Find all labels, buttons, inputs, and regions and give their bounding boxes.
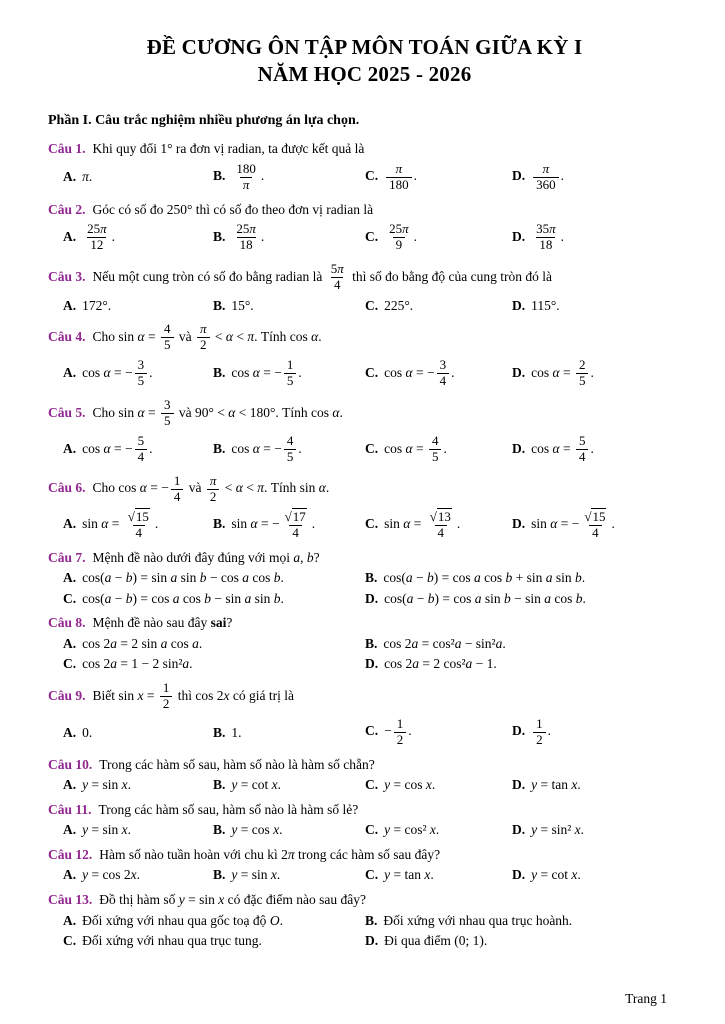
question-8	[48, 614, 681, 673]
option-text: y = cot x.	[231, 777, 281, 793]
option-C	[365, 509, 512, 542]
option-key: B.	[365, 570, 378, 586]
question-3	[48, 261, 681, 314]
options	[63, 866, 681, 884]
option-text: cos α = $\frac{4}{5}$ .	[384, 433, 447, 465]
option-D	[365, 590, 681, 608]
option-key: A.	[63, 364, 77, 380]
question-stem	[48, 201, 681, 219]
question-stem	[48, 549, 681, 567]
option-text: Đi qua điểm (0; 1).	[384, 933, 488, 949]
fraction: $\frac{180}{\pi}$	[236, 160, 256, 192]
option-text: π.	[82, 169, 93, 185]
question-stem-text: Cho sin α = $\frac{3}{5}$ và 90° < α < 180°. Tính cos α.	[92, 397, 343, 429]
fraction: $\frac{4}{5}$	[161, 322, 174, 353]
question-label: Câu 9.	[48, 687, 86, 703]
option-text: $\frac{\pi}{180}$ .	[384, 168, 417, 183]
fraction: $\frac{\pi}{180}$	[386, 162, 412, 193]
option-key: B.	[213, 297, 226, 313]
option-B	[213, 866, 365, 884]
option-key: B.	[213, 440, 226, 456]
sqrt-radical: √15	[584, 508, 606, 524]
option-text: cos 2a = 1 − 2 sin²a.	[82, 656, 193, 672]
question-9	[48, 680, 681, 749]
option-key: D.	[365, 656, 379, 672]
option-C	[63, 655, 365, 673]
option-key: C.	[365, 168, 379, 184]
fraction: $\frac{\pi}{360}$	[533, 162, 559, 193]
question-12	[48, 846, 681, 884]
option-text: Đối xứng với nhau qua trục hoành.	[383, 912, 573, 928]
option-text: sin α = $\frac{√15}{4}$ .	[82, 508, 159, 540]
option-B	[213, 297, 365, 315]
question-label: Câu 11.	[48, 801, 92, 817]
option-key: B.	[213, 822, 226, 838]
option-text: Đối xứng với nhau qua gốc toạ độ O.	[82, 912, 283, 928]
question-stem-text: Đồ thị hàm số y = sin x có đặc điểm nào sau đây?	[99, 892, 366, 908]
option-D	[512, 866, 681, 884]
option-key: C.	[63, 656, 77, 672]
option-C	[365, 221, 512, 254]
option-text: 15°.	[231, 297, 254, 313]
option-text: $\frac{180}{\pi}$ .	[231, 168, 264, 183]
fraction: $\frac{3}{5}$	[161, 398, 174, 429]
question-stem-text: Trong các hàm số sau, hàm số nào là hàm số lẻ?	[98, 801, 359, 817]
fraction: $\frac{1}{5}$	[284, 358, 297, 389]
option-B	[213, 433, 365, 466]
option-text: $\frac{25\pi}{12}$ .	[82, 229, 115, 244]
option-text: 0.	[82, 724, 93, 740]
fraction: $\frac{4}{5}$	[429, 434, 442, 465]
option-B	[213, 776, 365, 794]
question-2	[48, 201, 681, 254]
option-C	[365, 297, 512, 315]
option-B	[213, 821, 365, 839]
question-label: Câu 5.	[48, 404, 86, 420]
option-key: D.	[365, 933, 379, 949]
option-text: cos 2a = 2 sin a cos a.	[82, 635, 203, 651]
question-stem	[48, 614, 681, 632]
option-key: B.	[365, 912, 378, 928]
option-key: B.	[365, 635, 378, 651]
option-key: B.	[213, 516, 226, 532]
option-key: A.	[63, 867, 77, 883]
option-text: cos(a − b) = sin a sin b − cos a cos b.	[82, 570, 284, 586]
option-key: A.	[63, 822, 77, 838]
option-text: y = cos x.	[231, 822, 283, 838]
option-text: y = cot x.	[531, 867, 581, 883]
options	[63, 912, 681, 950]
option-text: cos 2a = 2 cos²a − 1.	[384, 656, 497, 672]
options	[63, 569, 681, 607]
question-stem-text: Cho cos α = − $\frac{1}{4}$ và $\frac{\pi}{2}$ < α < π. Tính sin α.	[92, 472, 330, 504]
option-key: B.	[213, 777, 226, 793]
fraction: $\frac{5}{4}$	[135, 434, 148, 465]
fraction: $\frac{3}{5}$	[135, 358, 148, 389]
option-C	[63, 932, 365, 950]
fraction: $\frac{25\pi}{9}$	[389, 221, 409, 253]
fraction: $\frac{2}{5}$	[576, 358, 589, 389]
option-text: cos α = − $\frac{3}{5}$ .	[82, 357, 153, 389]
option-key: B.	[213, 228, 226, 244]
question-label: Câu 13.	[48, 892, 93, 908]
option-A	[63, 866, 213, 884]
option-key: C.	[365, 364, 379, 380]
option-C	[63, 590, 365, 608]
options	[63, 297, 681, 315]
option-key: C.	[365, 440, 379, 456]
option-key: B.	[213, 168, 226, 184]
option-D	[512, 821, 681, 839]
question-stem-text: Cho sin α = $\frac{4}{5}$ và $\frac{\pi}{2}$ < α < π. Tính cos α.	[92, 321, 322, 353]
option-A	[63, 357, 213, 390]
fraction: $\frac{√15}{4}$	[584, 508, 606, 540]
fraction: $\frac{√17}{4}$	[284, 508, 306, 540]
fraction: $\frac{5\pi}{4}$	[330, 261, 344, 292]
option-text: $\frac{1}{2}$ .	[531, 723, 551, 738]
option-text: y = tan x.	[384, 867, 434, 883]
option-key: A.	[63, 912, 77, 928]
option-A	[63, 821, 213, 839]
option-key: C.	[365, 867, 379, 883]
option-C	[365, 161, 512, 194]
option-key: B.	[213, 724, 226, 740]
option-text: cos α = − $\frac{4}{5}$ .	[231, 433, 302, 465]
option-C	[365, 433, 512, 466]
option-B	[213, 161, 365, 194]
option-A	[63, 724, 213, 742]
question-label: Câu 6.	[48, 480, 86, 496]
option-D	[512, 716, 681, 749]
option-text: cos α = − $\frac{1}{5}$ .	[231, 357, 302, 389]
option-text: 1.	[231, 724, 242, 740]
option-B	[365, 569, 681, 587]
option-A	[63, 297, 213, 315]
page-title-line-2: NĂM HỌC 2025 - 2026	[257, 62, 472, 86]
option-key: A.	[63, 516, 77, 532]
fraction: $\frac{1}{2}$	[160, 681, 173, 712]
option-text: $\frac{35\pi}{18}$ .	[531, 229, 564, 244]
option-D	[512, 776, 681, 794]
question-stem	[48, 801, 681, 819]
option-key: D.	[512, 822, 526, 838]
option-key: D.	[365, 590, 379, 606]
question-10	[48, 756, 681, 794]
option-A	[63, 433, 213, 466]
question-5	[48, 397, 681, 466]
fraction: $\frac{25\pi}{12}$	[87, 221, 107, 253]
option-text: cos α = − $\frac{3}{4}$ .	[384, 357, 455, 389]
option-key: B.	[213, 867, 226, 883]
question-4	[48, 321, 681, 390]
fraction: $\frac{5}{4}$	[576, 434, 589, 465]
option-D	[512, 433, 681, 466]
question-stem-text: Hàm số nào tuần hoàn với chu kì 2π trong các hàm số sau đây?	[99, 846, 441, 862]
option-text: 225°.	[384, 297, 414, 313]
question-label: Câu 3.	[48, 268, 86, 284]
option-key: C.	[365, 723, 379, 739]
question-stem	[48, 473, 681, 506]
option-text: y = cos² x.	[384, 822, 440, 838]
option-A	[63, 635, 365, 653]
question-label: Câu 8.	[48, 615, 86, 631]
question-label: Câu 12.	[48, 846, 93, 862]
option-D	[512, 297, 681, 315]
question-11	[48, 801, 681, 839]
option-A	[63, 509, 213, 542]
option-key: B.	[213, 364, 226, 380]
option-text: − $\frac{1}{2}$ .	[384, 715, 412, 747]
option-text: $\frac{25\pi}{18}$ .	[231, 229, 264, 244]
option-text: y = sin x.	[82, 822, 131, 838]
option-B	[213, 724, 365, 742]
page-title-line-1: ĐỀ CƯƠNG ÔN TẬP MÔN TOÁN GIỮA KỲ I	[146, 35, 583, 59]
option-key: A.	[63, 570, 77, 586]
option-text: sin α = − $\frac{√17}{4}$ .	[231, 508, 316, 540]
option-key: A.	[63, 635, 77, 651]
option-C	[365, 821, 512, 839]
questions	[48, 140, 681, 949]
option-key: D.	[512, 777, 526, 793]
options	[63, 776, 681, 794]
option-A	[63, 221, 213, 254]
question-stem-text: Mệnh đề nào dưới đây đúng với mọi a, b?	[92, 549, 320, 565]
option-text: y = sin x.	[231, 867, 281, 883]
fraction: $\frac{1}{2}$	[394, 717, 407, 748]
option-text: cos(a − b) = cos a cos b + sin a sin b.	[383, 570, 586, 586]
option-key: D.	[512, 228, 526, 244]
fraction: $\frac{4}{5}$	[284, 434, 297, 465]
option-key: D.	[512, 867, 526, 883]
question-stem-text: Góc có số đo 250° thì có số đo theo đơn vị radian là	[92, 201, 374, 217]
fraction: $\frac{1}{2}$	[533, 717, 546, 748]
question-label: Câu 10.	[48, 756, 93, 772]
option-text: y = cos x.	[384, 777, 436, 793]
option-key: D.	[512, 168, 526, 184]
option-text: cos α = − $\frac{5}{4}$ .	[82, 433, 153, 465]
question-label: Câu 1.	[48, 141, 86, 157]
question-stem	[48, 261, 681, 294]
question-1	[48, 140, 681, 193]
option-key: A.	[63, 440, 77, 456]
question-7	[48, 549, 681, 608]
option-text: $\frac{\pi}{360}$ .	[531, 168, 564, 183]
option-text: cos(a − b) = cos a sin b − sin a cos b.	[384, 590, 586, 606]
fraction: $\frac{3}{4}$	[437, 358, 450, 389]
option-key: A.	[63, 228, 77, 244]
option-key: C.	[63, 933, 77, 949]
question-label: Câu 7.	[48, 549, 86, 565]
option-key: C.	[365, 777, 379, 793]
fraction: $\frac{\pi}{2}$	[207, 474, 220, 505]
option-key: C.	[365, 228, 379, 244]
option-key: D.	[512, 723, 526, 739]
sqrt-radical: √13	[429, 508, 451, 524]
options	[63, 635, 681, 673]
option-key: D.	[512, 364, 526, 380]
question-stem	[48, 756, 681, 774]
question-label: Câu 4.	[48, 328, 86, 344]
option-key: C.	[365, 516, 379, 532]
option-C	[365, 776, 512, 794]
option-A	[63, 569, 365, 587]
option-text: sin α = − $\frac{√15}{4}$ .	[531, 508, 615, 540]
section-heading: Phần I. Câu trắc nghiệm nhiều phương án lựa chọn.	[48, 113, 360, 128]
question-stem-text: Trong các hàm số sau, hàm số nào là hàm số chẵn?	[99, 756, 375, 772]
option-text: sin α = $\frac{√13}{4}$ .	[384, 508, 461, 540]
option-key: C.	[365, 297, 379, 313]
question-stem	[48, 846, 681, 864]
question-stem	[48, 321, 681, 354]
option-key: C.	[365, 822, 379, 838]
options	[63, 161, 681, 194]
option-key: A.	[63, 724, 77, 740]
option-key: C.	[63, 590, 77, 606]
question-stem	[48, 397, 681, 430]
option-C	[365, 357, 512, 390]
fraction: $\frac{1}{4}$	[171, 474, 184, 505]
option-text: y = sin x.	[82, 777, 131, 793]
options	[63, 221, 681, 254]
option-text: cos α = $\frac{5}{4}$ .	[531, 433, 594, 465]
fraction: $\frac{\pi}{2}$	[197, 322, 210, 353]
option-text: cos(a − b) = cos a cos b − sin a sin b.	[82, 590, 284, 606]
sqrt-radical: √17	[284, 508, 306, 524]
option-text: Đối xứng với nhau qua trục tung.	[82, 933, 262, 949]
option-key: A.	[63, 777, 77, 793]
fraction: $\frac{25\pi}{18}$	[236, 221, 256, 253]
question-stem	[48, 891, 681, 909]
options	[63, 716, 681, 749]
option-A	[63, 168, 213, 186]
option-D	[365, 655, 681, 673]
option-text: y = tan x.	[531, 777, 581, 793]
option-B	[365, 635, 681, 653]
option-key: A.	[63, 169, 77, 185]
sqrt-radical: √15	[127, 508, 149, 524]
option-D	[365, 932, 681, 950]
question-stem-text: Nếu một cung tròn có số đo bằng radian là $\frac{5\pi}{4}$ thì số đo bằng độ của cung tròn đó là	[92, 261, 552, 292]
fraction: $\frac{√13}{4}$	[429, 508, 451, 540]
question-stem	[48, 140, 681, 158]
option-text: 115°.	[531, 297, 560, 313]
options	[63, 821, 681, 839]
option-B	[365, 912, 681, 930]
option-key: D.	[512, 297, 526, 313]
option-C	[365, 716, 512, 749]
option-text: $\frac{25\pi}{9}$ .	[384, 229, 417, 244]
question-6	[48, 473, 681, 542]
option-text: cos 2a = cos²a − sin²a.	[383, 635, 506, 651]
option-text: y = cos 2x.	[82, 867, 140, 883]
question-label: Câu 2.	[48, 201, 86, 217]
option-A	[63, 776, 213, 794]
option-text: cos α = $\frac{2}{5}$ .	[531, 357, 594, 389]
option-text: y = sin² x.	[531, 822, 585, 838]
option-key: D.	[512, 516, 526, 532]
option-C	[365, 866, 512, 884]
option-D	[512, 161, 681, 194]
fraction: $\frac{35\pi}{18}$	[536, 221, 556, 253]
option-D	[512, 357, 681, 390]
question-stem	[48, 680, 681, 713]
options	[63, 357, 681, 390]
page-footer: Trang 1	[625, 991, 667, 1007]
option-key: D.	[512, 440, 526, 456]
option-B	[213, 509, 365, 542]
question-stem-text: Biết sin x = $\frac{1}{2}$ thì cos 2x có giá trị là	[92, 679, 295, 711]
option-D	[512, 221, 681, 254]
question-stem-text: Mệnh đề nào sau đây sai?	[92, 615, 233, 631]
option-B	[213, 221, 365, 254]
option-A	[63, 912, 365, 930]
question-13	[48, 891, 681, 950]
question-stem-text: Khi quy đổi 1° ra đơn vị radian, ta được kết quả là	[92, 141, 365, 157]
option-B	[213, 357, 365, 390]
options	[63, 509, 681, 542]
options	[63, 433, 681, 466]
option-D	[512, 509, 681, 542]
fraction: $\frac{√15}{4}$	[127, 508, 149, 540]
option-key: A.	[63, 297, 77, 313]
option-text: 172°.	[82, 297, 112, 313]
